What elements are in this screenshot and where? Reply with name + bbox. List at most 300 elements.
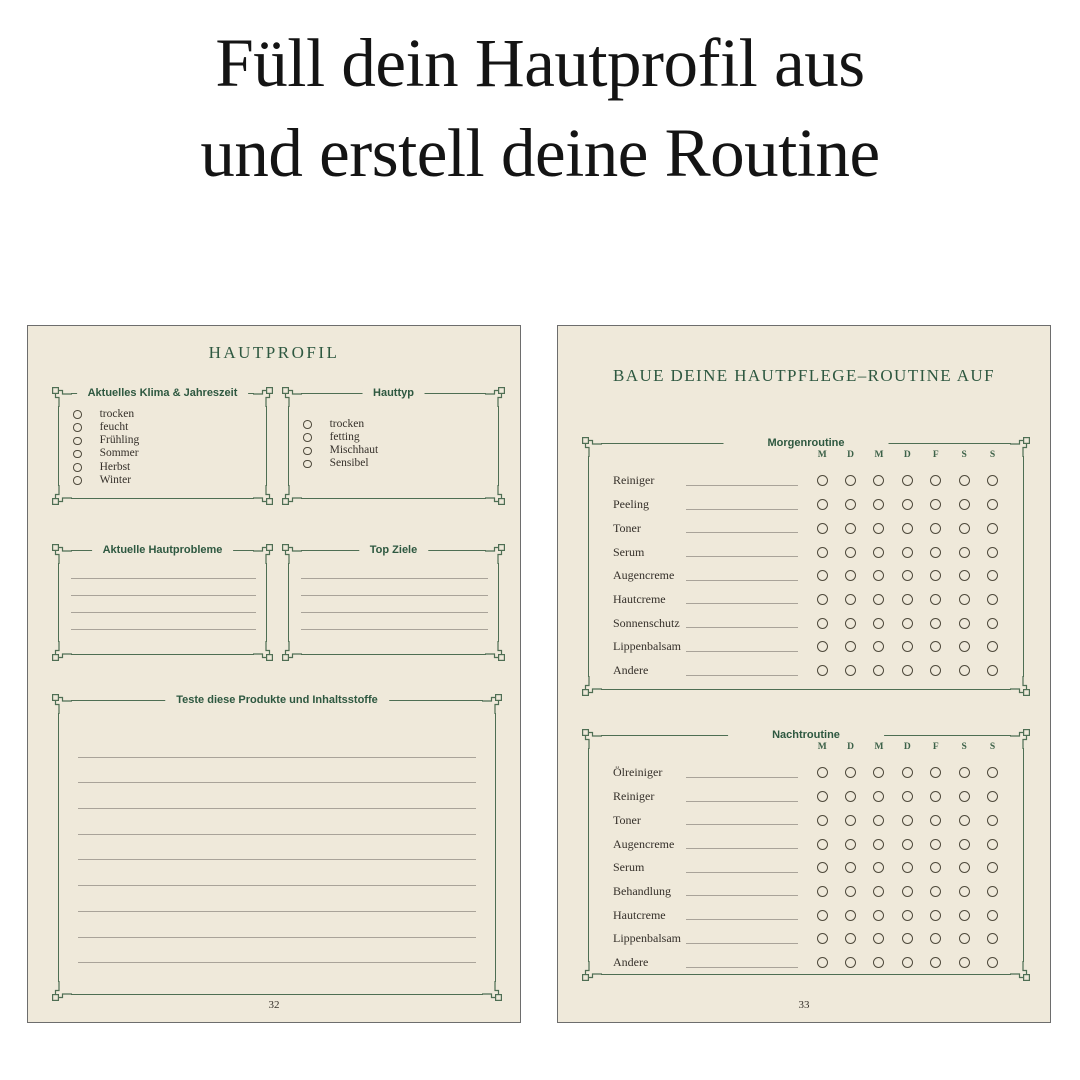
day-checkbox[interactable] <box>817 641 828 652</box>
day-checkbox[interactable] <box>817 957 828 968</box>
product-label: Reiniger <box>613 789 655 804</box>
write-line[interactable] <box>301 579 488 596</box>
corner-ornament <box>50 692 72 714</box>
day-checkbox[interactable] <box>873 475 884 486</box>
day-checkbox-cell <box>808 957 836 968</box>
day-checkbox[interactable] <box>902 933 913 944</box>
option-row <box>50 448 275 461</box>
day-checkbox[interactable] <box>817 523 828 534</box>
day-checkbox[interactable] <box>873 547 884 558</box>
day-checkbox-cell <box>808 641 836 652</box>
day-checkbox[interactable] <box>817 791 828 802</box>
day-checkbox-row <box>808 641 1007 652</box>
day-label: S <box>989 742 996 752</box>
frame-edge-bottom <box>601 974 1011 975</box>
radio-circle[interactable] <box>73 423 82 432</box>
day-checkbox[interactable] <box>845 641 856 652</box>
day-label: M <box>817 742 827 752</box>
day-checkbox-row <box>808 933 1007 944</box>
day-checkbox[interactable] <box>959 499 970 510</box>
day-checkbox[interactable] <box>873 767 884 778</box>
frame-edge-right <box>495 713 496 982</box>
day-checkbox[interactable] <box>873 839 884 850</box>
day-checkbox-cell <box>865 665 893 676</box>
product-write-line[interactable] <box>686 594 798 604</box>
day-checkbox-cell <box>836 475 864 486</box>
routine-row <box>580 951 1032 975</box>
day-checkbox-cell <box>950 523 978 534</box>
day-checkbox-row <box>808 547 1007 558</box>
day-checkbox-row <box>808 665 1007 676</box>
day-checkbox-cell <box>865 957 893 968</box>
option-row <box>50 434 275 447</box>
routine-row <box>580 540 1032 564</box>
night-routine-title: Nachtroutine <box>728 729 884 741</box>
day-checkbox[interactable] <box>987 641 998 652</box>
day-checkbox[interactable] <box>959 910 970 921</box>
day-checkbox-row <box>808 618 1007 629</box>
radio-circle[interactable] <box>73 437 82 446</box>
day-checkbox[interactable] <box>873 910 884 921</box>
heading-line-1: Füll dein Hautprofil aus <box>215 25 865 101</box>
day-checkbox[interactable] <box>987 886 998 897</box>
day-checkbox[interactable] <box>959 886 970 897</box>
day-checkbox-cell <box>836 933 864 944</box>
option-row <box>50 474 275 487</box>
day-checkbox[interactable] <box>817 910 828 921</box>
option-label: Sommer <box>99 447 139 460</box>
day-checkbox[interactable] <box>845 862 856 873</box>
day-checkbox[interactable] <box>902 641 913 652</box>
write-line[interactable] <box>301 613 488 630</box>
day-checkbox[interactable] <box>930 886 941 897</box>
day-checkbox[interactable] <box>930 839 941 850</box>
day-checkbox[interactable] <box>902 547 913 558</box>
day-checkbox[interactable] <box>930 957 941 968</box>
day-checkbox-cell <box>922 839 950 850</box>
day-checkbox-cell <box>922 594 950 605</box>
day-checkbox[interactable] <box>902 594 913 605</box>
day-checkbox[interactable] <box>817 665 828 676</box>
day-checkbox-cell <box>865 641 893 652</box>
product-write-line[interactable] <box>686 571 798 581</box>
day-checkbox[interactable] <box>930 547 941 558</box>
day-checkbox[interactable] <box>873 791 884 802</box>
top-goals-box-title: Top Ziele <box>359 544 428 556</box>
day-checkbox[interactable] <box>873 641 884 652</box>
day-checkbox[interactable] <box>845 815 856 826</box>
write-line[interactable] <box>78 732 476 758</box>
day-checkbox[interactable] <box>902 910 913 921</box>
product-write-line[interactable] <box>686 886 798 896</box>
day-checkbox[interactable] <box>959 839 970 850</box>
day-checkbox[interactable] <box>930 910 941 921</box>
day-checkbox-cell <box>836 641 864 652</box>
day-checkbox[interactable] <box>845 839 856 850</box>
day-checkbox[interactable] <box>902 767 913 778</box>
day-checkbox-cell <box>950 862 978 873</box>
day-checkbox[interactable] <box>987 570 998 581</box>
day-checkbox[interactable] <box>845 886 856 897</box>
day-checkbox-cell <box>836 665 864 676</box>
day-label: D <box>903 450 911 460</box>
day-checkbox[interactable] <box>873 665 884 676</box>
day-checkbox[interactable] <box>902 499 913 510</box>
day-checkbox[interactable] <box>845 791 856 802</box>
write-line[interactable] <box>78 938 476 964</box>
radio-circle[interactable] <box>303 447 312 456</box>
day-checkbox-cell <box>893 767 921 778</box>
day-checkbox[interactable] <box>817 839 828 850</box>
corner-ornament <box>253 385 275 407</box>
day-checkbox[interactable] <box>902 475 913 486</box>
day-checkbox[interactable] <box>845 523 856 534</box>
day-checkbox[interactable] <box>902 665 913 676</box>
day-checkbox-cell <box>922 570 950 581</box>
day-checkbox[interactable] <box>959 957 970 968</box>
day-checkbox[interactable] <box>987 618 998 629</box>
day-checkbox-cell <box>808 547 836 558</box>
day-checkbox[interactable] <box>930 641 941 652</box>
day-checkbox[interactable] <box>959 862 970 873</box>
planner-page-right <box>557 325 1051 1023</box>
day-checkbox[interactable] <box>873 815 884 826</box>
option-label: Frühling <box>99 434 140 447</box>
day-checkbox[interactable] <box>873 862 884 873</box>
day-checkbox[interactable] <box>959 767 970 778</box>
day-checkbox-cell <box>893 862 921 873</box>
day-checkbox[interactable] <box>987 665 998 676</box>
write-line[interactable] <box>78 809 476 835</box>
day-checkbox-cell <box>893 499 921 510</box>
day-checkbox-cell <box>865 618 893 629</box>
day-checkbox-cell <box>893 547 921 558</box>
day-checkbox-cell <box>978 547 1006 558</box>
radio-circle[interactable] <box>73 463 82 472</box>
day-checkbox-cell <box>978 523 1006 534</box>
day-checkbox-cell <box>808 791 836 802</box>
product-write-line[interactable] <box>686 523 798 533</box>
day-checkbox-row <box>808 957 1007 968</box>
write-line[interactable] <box>78 886 476 912</box>
day-checkbox[interactable] <box>987 957 998 968</box>
day-checkbox-cell <box>893 570 921 581</box>
day-checkbox-cell <box>922 618 950 629</box>
frame-edge-left <box>288 406 289 486</box>
day-checkbox[interactable] <box>845 933 856 944</box>
day-checkbox[interactable] <box>930 570 941 581</box>
day-checkbox[interactable] <box>873 594 884 605</box>
day-checkbox-cell <box>978 815 1006 826</box>
corner-ornament <box>50 641 72 663</box>
day-checkbox[interactable] <box>930 475 941 486</box>
day-checkbox[interactable] <box>845 475 856 486</box>
day-checkbox[interactable] <box>902 618 913 629</box>
day-checkbox-row <box>808 886 1007 897</box>
product-write-line[interactable] <box>686 815 798 825</box>
radio-circle[interactable] <box>303 433 312 442</box>
day-checkbox[interactable] <box>845 594 856 605</box>
day-checkbox-cell <box>893 886 921 897</box>
day-checkbox[interactable] <box>817 933 828 944</box>
day-checkbox[interactable] <box>817 815 828 826</box>
day-checkbox[interactable] <box>817 547 828 558</box>
day-checkbox-cell <box>950 791 978 802</box>
product-write-line[interactable] <box>686 642 798 652</box>
day-checkbox[interactable] <box>930 791 941 802</box>
option-label: trocken <box>329 417 365 430</box>
day-checkbox[interactable] <box>987 791 998 802</box>
day-checkbox-cell <box>978 933 1006 944</box>
product-write-line[interactable] <box>686 666 798 676</box>
day-checkbox[interactable] <box>987 862 998 873</box>
day-checkbox[interactable] <box>987 523 998 534</box>
day-label: M <box>874 742 884 752</box>
products-box-title: Teste diese Produkte und Inhaltsstoffe <box>165 694 389 706</box>
day-checkbox[interactable] <box>930 862 941 873</box>
day-checkbox-row <box>808 499 1007 510</box>
day-checkbox-cell <box>808 618 836 629</box>
day-checkbox[interactable] <box>930 933 941 944</box>
day-label: M <box>874 450 884 460</box>
write-line[interactable] <box>71 579 256 596</box>
day-checkbox-cell <box>836 862 864 873</box>
day-checkbox-cell <box>950 839 978 850</box>
day-checkbox[interactable] <box>987 767 998 778</box>
day-checkbox[interactable] <box>902 886 913 897</box>
left-page-title: HAUTPROFIL <box>208 343 340 362</box>
product-label: Sonnenschutz <box>613 615 680 630</box>
day-checkbox-cell <box>950 767 978 778</box>
day-checkbox[interactable] <box>987 594 998 605</box>
frame-edge-left <box>58 406 59 486</box>
day-checkbox[interactable] <box>817 767 828 778</box>
day-checkbox[interactable] <box>845 665 856 676</box>
day-checkbox-cell <box>893 815 921 826</box>
day-checkbox[interactable] <box>959 933 970 944</box>
day-checkbox-cell <box>922 886 950 897</box>
day-checkbox[interactable] <box>902 570 913 581</box>
day-checkbox[interactable] <box>930 523 941 534</box>
radio-circle[interactable] <box>303 420 312 429</box>
day-checkbox[interactable] <box>987 933 998 944</box>
night-routine-rows <box>580 761 1032 974</box>
day-checkbox[interactable] <box>959 570 970 581</box>
corner-ornament <box>485 485 507 507</box>
day-checkbox-cell <box>978 665 1006 676</box>
day-checkbox-cell <box>978 791 1006 802</box>
day-checkbox[interactable] <box>959 594 970 605</box>
day-checkbox[interactable] <box>959 641 970 652</box>
corner-ornament <box>280 542 302 564</box>
day-checkbox[interactable] <box>959 475 970 486</box>
day-checkbox[interactable] <box>959 815 970 826</box>
corner-ornament <box>280 641 302 663</box>
day-checkbox[interactable] <box>873 933 884 944</box>
day-checkbox-cell <box>808 523 836 534</box>
day-checkbox-cell <box>836 886 864 897</box>
option-row <box>50 408 275 421</box>
option-row <box>280 418 507 431</box>
day-checkbox[interactable] <box>817 594 828 605</box>
option-label: feucht <box>99 421 129 434</box>
day-checkbox-cell <box>865 933 893 944</box>
day-checkbox-cell <box>893 641 921 652</box>
frame-edge-bottom <box>71 654 254 655</box>
day-checkbox[interactable] <box>959 791 970 802</box>
day-checkbox[interactable] <box>817 618 828 629</box>
day-checkbox-cell <box>922 641 950 652</box>
day-checkbox-cell <box>978 767 1006 778</box>
day-checkbox[interactable] <box>987 475 998 486</box>
routine-row <box>580 588 1032 612</box>
routine-row <box>580 659 1032 683</box>
day-checkbox[interactable] <box>902 957 913 968</box>
day-checkbox[interactable] <box>959 665 970 676</box>
product-write-line[interactable] <box>686 958 798 968</box>
write-line[interactable] <box>78 783 476 809</box>
day-checkbox-cell <box>950 618 978 629</box>
product-write-line[interactable] <box>686 618 798 628</box>
day-checkbox-cell <box>836 594 864 605</box>
day-checkbox[interactable] <box>902 791 913 802</box>
radio-circle[interactable] <box>303 460 312 469</box>
write-line[interactable] <box>71 596 256 613</box>
day-checkbox[interactable] <box>987 839 998 850</box>
day-checkbox-cell <box>865 499 893 510</box>
product-write-line[interactable] <box>686 476 798 486</box>
day-checkbox[interactable] <box>817 886 828 897</box>
corner-ornament <box>485 542 507 564</box>
day-checkbox[interactable] <box>930 594 941 605</box>
day-checkbox[interactable] <box>845 767 856 778</box>
product-label: Toner <box>613 812 641 827</box>
day-checkbox[interactable] <box>959 523 970 534</box>
day-checkbox[interactable] <box>845 570 856 581</box>
day-checkbox-cell <box>865 767 893 778</box>
routine-row <box>580 469 1032 493</box>
routine-row <box>580 493 1032 517</box>
day-checkbox[interactable] <box>902 839 913 850</box>
skin-type-option-list <box>280 418 507 471</box>
radio-circle[interactable] <box>73 476 82 485</box>
day-checkbox[interactable] <box>845 910 856 921</box>
day-checkbox[interactable] <box>930 618 941 629</box>
product-label: Toner <box>613 520 641 535</box>
corner-ornament <box>1010 727 1032 749</box>
day-checkbox[interactable] <box>873 618 884 629</box>
day-checkbox[interactable] <box>817 499 828 510</box>
day-checkbox[interactable] <box>873 570 884 581</box>
day-checkbox[interactable] <box>845 547 856 558</box>
product-write-line[interactable] <box>686 547 798 557</box>
product-write-line[interactable] <box>686 792 798 802</box>
frame-edge-bottom <box>71 994 483 995</box>
morning-routine-rows <box>580 469 1032 682</box>
day-checkbox[interactable] <box>959 618 970 629</box>
day-checkbox[interactable] <box>873 957 884 968</box>
day-checkbox-cell <box>950 499 978 510</box>
write-line[interactable] <box>301 562 488 579</box>
product-write-line[interactable] <box>686 768 798 778</box>
day-label: M <box>817 450 827 460</box>
day-checkbox-cell <box>808 594 836 605</box>
day-checkbox[interactable] <box>959 547 970 558</box>
frame-edge-bottom <box>301 654 486 655</box>
day-checkbox[interactable] <box>817 862 828 873</box>
corner-ornament <box>482 692 504 714</box>
frame-edge-left <box>588 748 589 962</box>
day-checkbox[interactable] <box>817 570 828 581</box>
product-write-line[interactable] <box>686 910 798 920</box>
day-header <box>808 742 1007 752</box>
day-checkbox[interactable] <box>902 523 913 534</box>
write-line[interactable] <box>78 912 476 938</box>
option-label: fetting <box>329 431 360 444</box>
page-number-left: 32 <box>268 999 280 1011</box>
product-write-line[interactable] <box>686 839 798 849</box>
day-checkbox[interactable] <box>987 547 998 558</box>
day-checkbox-cell <box>808 910 836 921</box>
day-checkbox[interactable] <box>987 499 998 510</box>
day-checkbox[interactable] <box>902 862 913 873</box>
write-line[interactable] <box>71 562 256 579</box>
frame-edge-right <box>1023 748 1024 962</box>
day-checkbox-cell <box>922 791 950 802</box>
write-line[interactable] <box>78 860 476 886</box>
day-checkbox-cell <box>978 641 1006 652</box>
day-checkbox[interactable] <box>845 499 856 510</box>
frame-edge-bottom <box>71 498 254 499</box>
radio-circle[interactable] <box>73 450 82 459</box>
write-line[interactable] <box>301 596 488 613</box>
day-checkbox-cell <box>922 957 950 968</box>
day-checkbox[interactable] <box>930 815 941 826</box>
day-checkbox-cell <box>808 499 836 510</box>
day-checkbox[interactable] <box>987 910 998 921</box>
day-checkbox-cell <box>865 547 893 558</box>
day-checkbox-cell <box>836 791 864 802</box>
day-checkbox[interactable] <box>902 815 913 826</box>
day-checkbox[interactable] <box>873 886 884 897</box>
write-line[interactable] <box>78 758 476 784</box>
day-checkbox[interactable] <box>873 523 884 534</box>
radio-circle[interactable] <box>73 410 82 419</box>
day-checkbox[interactable] <box>987 815 998 826</box>
routine-row <box>580 832 1032 856</box>
day-checkbox[interactable] <box>845 957 856 968</box>
day-checkbox[interactable] <box>930 665 941 676</box>
climate-box-title: Aktuelles Klima & Jahreszeit <box>77 387 249 399</box>
product-write-line[interactable] <box>686 863 798 873</box>
skin-problems-box <box>50 542 275 663</box>
product-label: Reiniger <box>613 473 655 488</box>
option-row <box>280 458 507 471</box>
write-line[interactable] <box>71 613 256 630</box>
day-checkbox[interactable] <box>873 499 884 510</box>
product-write-line[interactable] <box>686 934 798 944</box>
corner-ornament <box>280 385 302 407</box>
product-write-line[interactable] <box>686 500 798 510</box>
day-checkbox[interactable] <box>845 618 856 629</box>
day-checkbox-cell <box>865 570 893 581</box>
top-goals-box <box>280 542 507 663</box>
day-checkbox[interactable] <box>817 475 828 486</box>
day-checkbox-cell <box>978 839 1006 850</box>
day-checkbox[interactable] <box>930 499 941 510</box>
day-checkbox[interactable] <box>930 767 941 778</box>
write-line[interactable] <box>78 835 476 861</box>
